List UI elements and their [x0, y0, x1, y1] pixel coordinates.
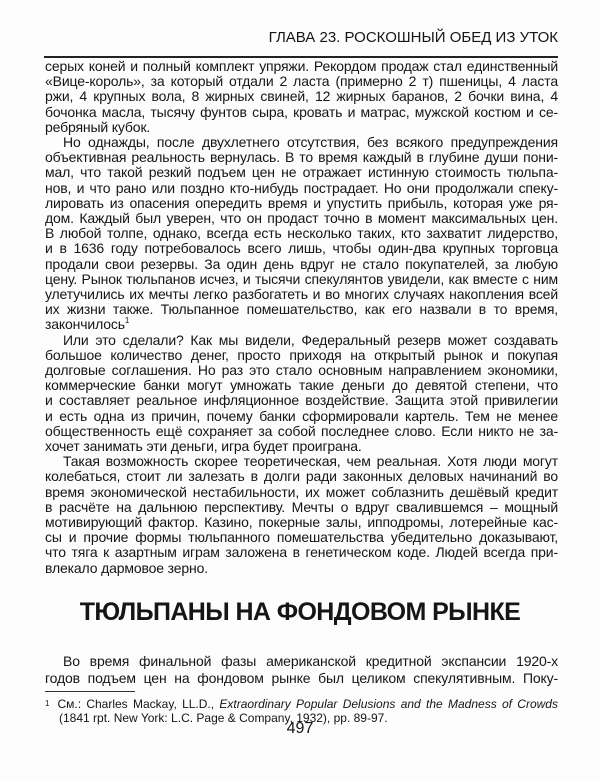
text-line: [45, 423, 558, 439]
page-number: 497: [286, 720, 314, 737]
footnote-line-2: (1841 rpt. New York: L.C. Page & Company, 1932), pp. 89-97.: [59, 711, 388, 725]
line-text: мал, что такой резкий подъем цен не отражает истинную стоимость тюльпа-: [45, 164, 558, 181]
line-text: нов, и что рано или поздно кто-нибудь пострадает. Но они продолжали спеку-: [45, 179, 558, 196]
line-text: Или это сделали? Как мы видели, Федеральный резерв может создавать: [63, 331, 558, 348]
line-text: объективная реальность вернулась. В то время каждый в глубине души пони-: [45, 149, 558, 166]
line-text: их жизни также. Тюльпанное помешательство, как его назвали в то время,: [45, 301, 558, 318]
text-line: [45, 468, 558, 484]
text-line: [45, 195, 558, 211]
footnote-prefix: См.: Charles Mackay, LL.D.,: [57, 697, 220, 711]
line-text: годов подъем цен на фондовом рынке был целиком спекулятивным. Поку-: [45, 670, 558, 686]
text-line: [45, 560, 558, 576]
text-line: [45, 271, 558, 287]
line-text: улетучились их мечты легко разбогатеть и во многих случаях накопления всей: [45, 286, 558, 302]
text-line: [45, 88, 558, 104]
text-line: [45, 149, 558, 165]
line-text: Но однажды, после двухлетнего отсутствия, без всякого предупреждения: [63, 134, 558, 150]
footnote-book-title: Extraordinary Popular Delusions and the Madness of Crowds: [219, 697, 558, 711]
text-line: [45, 377, 558, 393]
text-line: [45, 119, 558, 135]
text-line: [45, 392, 558, 408]
line-text: что тяга к азартным играм заложена в генетическом коде. Людей всегда при-: [45, 544, 558, 561]
line-text: Во время финальной фазы американской кредитной экспансии 1920-х: [63, 653, 558, 669]
line-text: большое количество денег, просто приходя на открытый рынок и покупая: [45, 346, 558, 363]
text-line: [45, 362, 558, 378]
line-text: долговые соглашения. Но раз это стало основным направлением экономики,: [45, 362, 558, 378]
line-text: колебаться, стоит ли залезать в долги ради законных деловых начинаний во: [45, 468, 558, 485]
text-line: [45, 453, 558, 469]
line-text: и в 1636 году потребовалось всего лишь, чтобы один-два крупных торговца: [45, 240, 558, 257]
text-line: [45, 134, 558, 150]
line-text: бочонка масла, тысячу фунтов сыра, кровать и матрас, мужской костюм и се-: [45, 103, 558, 120]
text-line: [45, 499, 558, 515]
footnote-line-1: [45, 697, 558, 711]
text-line: [45, 670, 558, 686]
line-text: и составляет реальное инфляционное воздействие. Защита этой привилегии: [45, 392, 558, 409]
line-text: в расчёте на дальнюю перспективу. Мечты о вдруг свалившемся – мощный: [45, 498, 558, 515]
footnote-rule: [45, 691, 135, 692]
footnote-marker: 1: [45, 699, 50, 708]
line-text: дом. Каждый был уверен, что он продаст точно в момент максимальных цен.: [45, 210, 558, 226]
line-text: коммерческие банки могут умножать такие деньги до девятой степени, что: [45, 377, 558, 394]
text-line: [45, 484, 558, 500]
text-line: [45, 408, 558, 424]
line-text: ребряный кубок.: [45, 118, 151, 135]
section-heading: ТЮЛЬПАНЫ НА ФОНДОВОМ РЫНКЕ: [79, 598, 521, 626]
line-text: В любой толпе, однако, всегда есть несколько таких, кто захватит лидерство,: [45, 225, 558, 242]
footnote-reference[interactable]: 1: [124, 316, 130, 326]
line-text: продали свои резервы. За один день вдруг не стало покупателей, за любую: [45, 255, 558, 272]
text-line: [45, 73, 558, 89]
line-text: закончилось: [45, 316, 125, 333]
text-line: [45, 653, 558, 669]
line-text: время экономической нестабильности, их может соблазнить дешёвый кредит: [45, 483, 558, 500]
line-text: «Вице-король», за который отдали 2 ласта (примерно 2 т) пшеницы, 4 ласта: [45, 73, 558, 90]
line-text: Такая возможность скорее теоретическая, чем реальная. Хотя люди могут: [63, 453, 558, 470]
line-text: сы и прочие формы тюльпанного помешательства убедительно доказывают,: [45, 529, 558, 546]
line-text: цену. Рынок тюльпанов исчез, и тысячи спекулянтов увидели, как вместе с ним: [45, 270, 558, 287]
text-line: [45, 544, 558, 560]
line-text: влекало дармовое зерно.: [45, 559, 208, 576]
text-line: [45, 332, 558, 348]
text-line: [45, 104, 558, 120]
text-line: [45, 529, 558, 545]
text-line: [45, 316, 558, 332]
line-text: мотивирующий фактор. Казино, покерные залы, ипподромы, лотерейные кас-: [45, 514, 558, 530]
text-line: [45, 301, 558, 317]
text-line: [45, 347, 558, 363]
text-line: [45, 58, 558, 74]
text-line: [45, 225, 558, 241]
line-text: ржи, 4 крупных вола, 8 жирных свиней, 12 жирных баранов, 2 бочки вина, 4: [45, 88, 558, 105]
text-line: [45, 180, 558, 196]
line-text: лировать из опасения опередить время и упустить прибыль, которая уже ря-: [45, 194, 558, 211]
line-text: и есть одна из причин, почему банки сформировали картель. Тем не менее: [45, 407, 558, 424]
line-text: хочет занимать эти деньги, игра будет проиграна.: [45, 438, 362, 454]
text-line: [45, 286, 558, 302]
text-line: [45, 164, 558, 180]
line-text: серых коней и полный комплект упряжи. Рекордом продаж стал единственный: [45, 58, 558, 74]
text-line: [45, 210, 558, 226]
line-text: общественность ещё сохраняет за собой последнее слово. Если никто не за-: [45, 422, 558, 439]
text-line: [45, 256, 558, 272]
text-line: [45, 240, 558, 256]
running-header: ГЛАВА 23. РОСКОШНЫЙ ОБЕД ИЗ УТОК: [268, 29, 558, 46]
text-line: [45, 514, 558, 530]
text-line: [45, 438, 558, 454]
